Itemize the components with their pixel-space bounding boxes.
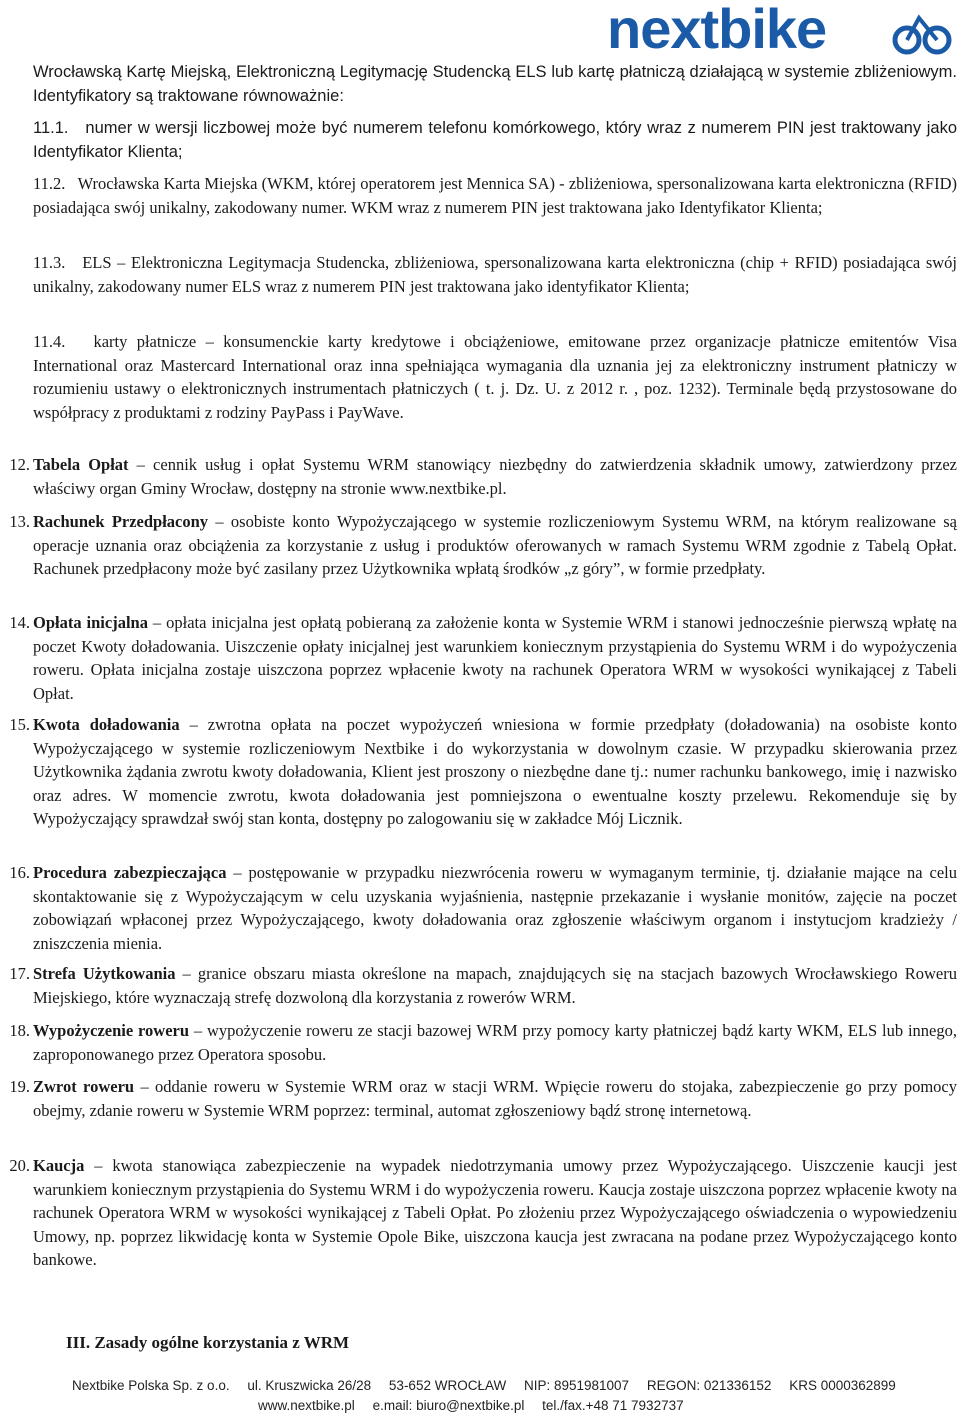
definition-item-20 (9, 1154, 957, 1272)
subitem-number: 11.3. (33, 253, 66, 272)
footer-street: ul. Kruszwicka 26/28 (247, 1378, 372, 1393)
item-term: Zwrot roweru (33, 1077, 135, 1096)
item-term: Opłata inicjalna (33, 613, 148, 632)
item-number: 16. (9, 863, 30, 882)
subitem-11-3 (33, 251, 957, 298)
footer-website-link[interactable]: www.nextbike.pl (258, 1398, 355, 1413)
item-text: – postępowanie w przypadku niezwrócenia roweru w wymaganym terminie, tj. działanie mające na celu skontaktowanie się z Wypożyczającym w celu uzyskania wyjaśnienia, następnie przekazanie i wysłanie monitów, zajęcie na poczet zobowiązań wpłaconej przez Wypożyczającego, kwoty doładowania oraz zgłoszenie właściwym organom i instytucjom kradzieży / zniszczenia mienia. (33, 863, 957, 953)
subitem-text: Wrocławska Karta Miejska (WKM, której operatorem jest Mennica SA) - zbliżeniowa, spersonalizowana karta elektroniczna (RFID) posiadająca swój unikalny, zakodowany numer. WKM wraz z numerem PIN jest traktowana jako Identyfikator Klienta; (33, 174, 957, 217)
subitem-11-2 (33, 172, 957, 219)
item-text: – kwota stanowiąca zabezpieczenie na wypadek niedotrzymania umowy przez Wypożyczającego. Uiszczenie kaucji jest warunkiem koniecznym przystąpienia do Systemu WRM i do wypożyczenia roweru. Kaucja zostaje uiszczona poprzez wpłacenie kwoty na rachunek Operatora WRM w wysokości wynikającej z Tabeli Opłat. Po złożeniu przez Wypożyczającego oświadczenia o wypowiedzeniu Umowy, np. poprzez likwidację konta w Systemie Opole Bike, uiszczona kaucja jest zwracana na podane przez Wypożyczającego konto bankowe. (33, 1156, 957, 1269)
footer-nip: NIP: 8951981007 (523, 1378, 630, 1393)
item-number: 17. (9, 964, 30, 983)
footer-krs: KRS 0000362899 (789, 1378, 896, 1393)
item-term: Procedura zabezpieczająca (33, 863, 227, 882)
item-number: 18. (9, 1021, 30, 1040)
item-term: Rachunek Przedpłacony (33, 512, 209, 531)
subitem-number: 11.4. (33, 332, 66, 351)
subitem-text: karty płatnicze – konsumenckie karty kredytowe i obciążeniowe, emitowane przez organizacje płatnicze emitentów Visa International oraz Mastercard International oraz inna spełniająca wymagania dla uznania jej za elektroniczny instrument płatniczy w rozumieniu ustawy o elektronicznych instrumentach płatniczych ( t. j. Dz. U. z 2012 r. , poz. 1232). Terminale będą przystosowane do współpracy z produktami z rodziny PayPass i PayWave. (33, 332, 958, 422)
item-number: 12. (9, 455, 30, 474)
section-heading: III. Zasady ogólne korzystania z WRM (66, 1333, 350, 1352)
definition-item-18 (9, 1019, 957, 1066)
item-term: Kaucja (33, 1156, 85, 1175)
item-text: – oddanie roweru w Systemie WRM oraz w stacji WRM. Wpięcie roweru do stojaka, zabezpieczenie go przy pomocy obejmy, zdanie roweru w Systemie WRM poprzez: terminal, automat zgłoszeniowy bądź stronę internetową. (33, 1077, 957, 1120)
footer-contact-row (258, 1398, 698, 1413)
subitem-11-4 (33, 330, 957, 424)
subitem-number: 11.2. (33, 174, 66, 193)
subitem-text: numer w wersji liczbowej może być numerem telefonu komórkowego, który wraz z numerem PIN jest traktowany jako Identyfikator Klienta; (33, 119, 957, 161)
item-term: Wypożyczenie roweru (33, 1021, 190, 1040)
subitem-11-1 (33, 116, 957, 164)
footer-phone: tel./fax.+48 71 7932737 (542, 1398, 684, 1413)
item-text: – wypożyczenie roweru ze stacji bazowej WRM przy pomocy karty płatniczej bądź karty WKM, ELS lub innego, zaproponowanego przez Operatora sposobu. (33, 1021, 957, 1064)
nextbike-logo (607, 4, 952, 56)
definition-item-16 (9, 861, 957, 955)
item-text: – opłata inicjalna jest opłatą pobieraną za założenie konta w Systemie WRM i stanowi jednocześnie pierwszą wpłatę na poczet Kwoty doładowania. Uiszczenie opłaty inicjalnej jest warunkiem koniecznym przystąpienia do Systemu WRM i do wypożyczenia roweru. Opłata inicjalna zostaje uiszczona poprzez wpłacenie kwoty na rachunek Operatora WRM w wysokości wynikającej z Tabeli Opłat. (33, 613, 957, 703)
item-number: 14. (9, 613, 30, 632)
item-number: 20. (9, 1156, 30, 1175)
item-number: 19. (9, 1077, 30, 1096)
item-text: – cennik usług i opłat Systemu WRM stanowiący niezbędny do zatwierdzenia składnik umowy, zatwierdzony przez właściwy organ Gminy Wrocław, dostępny na stronie www.nextbike.pl. (33, 455, 957, 498)
definition-item-13 (9, 510, 957, 581)
item-text: – zwrotna opłata na poczet wypożyczeń wniesiona w formie przedpłaty (doładowania) na osobiste konto Wypożyczającego w systemie rozliczeniowym Nextbike i do wykorzystania w dowolnym czasie. W przypadku skierowania przez Użytkownika żądania zwrotu kwoty doładowania, Klient jest proszony o niezbędne dane tj.: numer rachunku bankowego, imię i nazwisko oraz adres. W momencie zwrotu, kwota doładowania jest pomniejszona o ewentualne koszty przelewu. Rekomenduje się by Wypożyczający sprawdzał swój stan konta, dostępny po zalogowaniu się w zakładce Mój Licznik. (33, 715, 958, 828)
item-number: 13. (9, 512, 30, 531)
footer-city: 53-652 WROCŁAW (388, 1378, 507, 1393)
footer-regon: REGON: 021336152 (646, 1378, 772, 1393)
subitem-text: ELS – Elektroniczna Legitymacja Studencka, zbliżeniowa, spersonalizowana karta elektroniczna (chip + RFID) posiadająca swój unikalny, zakodowany numer ELS wraz z numerem PIN jest traktowana jako identyfikator Klienta; (33, 253, 957, 296)
item-text: – granice obszaru miasta określone na mapach, znajdujących się na stacjach bazowych Wrocławskiego Roweru Miejskiego, które wyznaczają strefę dozwoloną dla korzystania z rowerów WRM. (33, 964, 957, 1007)
footer-company: Nextbike Polska Sp. z o.o. (72, 1378, 230, 1393)
footer-email-link[interactable]: e.mail: biuro@nextbike.pl (372, 1398, 525, 1413)
item-term: Strefa Użytkowania (33, 964, 176, 983)
definition-item-17 (9, 962, 957, 1009)
definition-item-12 (9, 453, 957, 500)
definition-item-19 (9, 1075, 957, 1122)
intro-paragraph: Wrocławską Kartę Miejską, Elektroniczną Legitymację Studencką ELS lub kartę płatniczą działającą w systemie zbliżeniowym. Identyfikatory są traktowane równoważnie: (33, 63, 957, 105)
item-text: – osobiste konto Wypożyczającego w systemie rozliczeniowym Systemu WRM, na którym realizowane są operacje uznania oraz obciążenia za korzystanie z usług i produktów oferowanych w ramach Systemu WRM zgodnie z Tabelą Opłat. Rachunek przedpłacony może być zasilany przez Użytkownika wpłatą środków „z góry”, w formie przedpłaty. (33, 512, 957, 578)
item-term: Kwota doładowania (33, 715, 180, 734)
svg-text:nextbike: nextbike (607, 4, 827, 56)
item-term: Tabela Opłat (33, 455, 129, 474)
definition-item-15 (9, 713, 958, 831)
subitem-number: 11.1. (33, 119, 69, 137)
definition-item-14 (9, 611, 957, 705)
footer-company-row (72, 1378, 910, 1393)
item-number: 15. (9, 715, 30, 734)
